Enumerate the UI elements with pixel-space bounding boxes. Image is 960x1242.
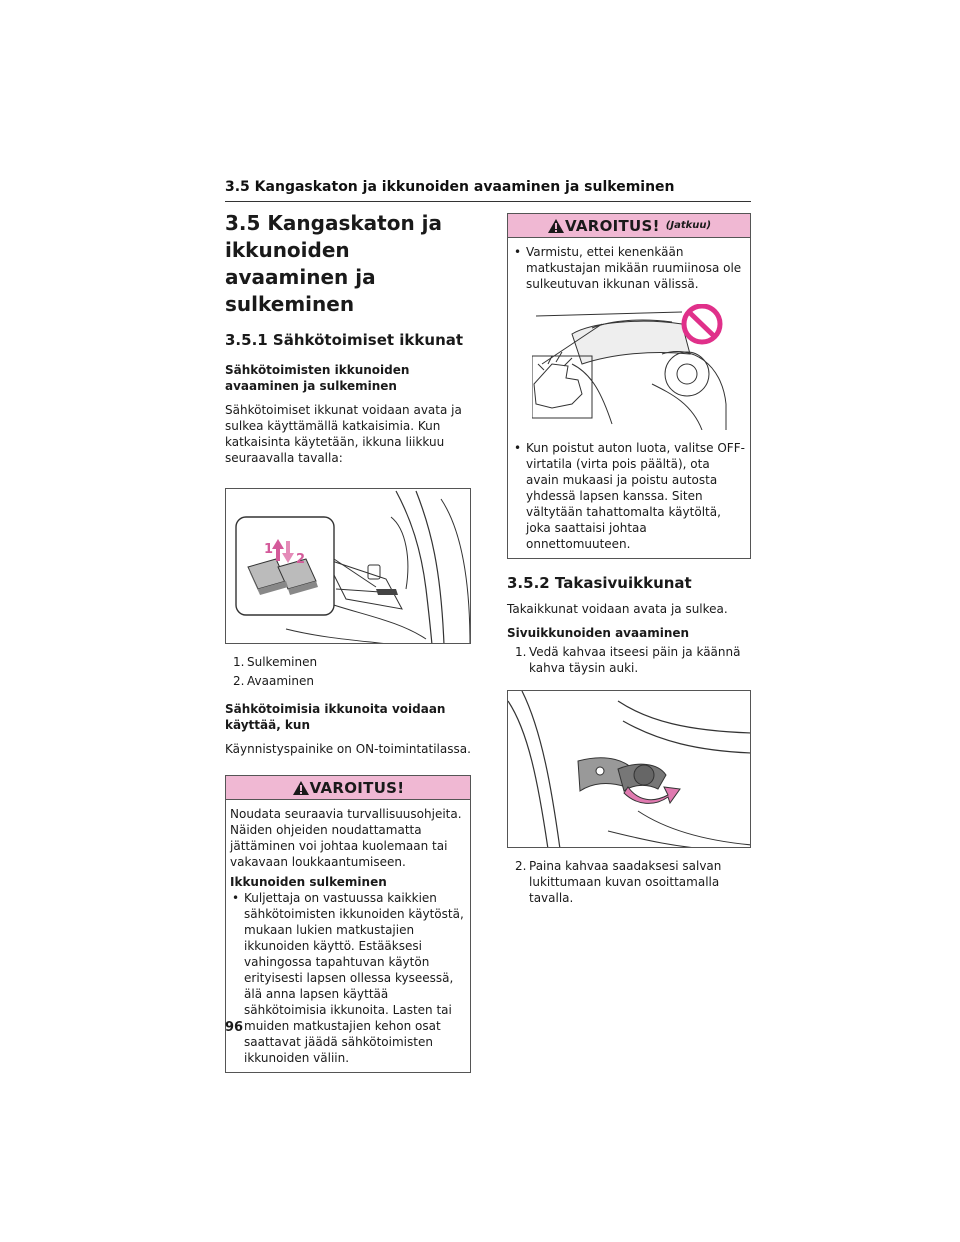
window-pinch-illustration	[532, 304, 728, 430]
side-window-steps	[507, 644, 751, 676]
warning-subheading: Ikkunoiden sulkeminen	[230, 875, 387, 889]
page-number: 96	[225, 1020, 244, 1035]
warning-title: VAROITUS!	[309, 778, 405, 797]
warning-body	[226, 800, 470, 1072]
list-item: 2. Paina kahvaa saadaksesi salvan lukittumaan kuvan osoittamalla tavalla.	[515, 859, 722, 905]
list-item: 1. Vedä kahvaa itseesi päin ja käännä kahva täysin auki.	[515, 645, 741, 675]
callout-2: 2	[296, 552, 306, 567]
warning-box	[225, 775, 471, 1073]
callout-1: 1	[264, 542, 274, 557]
warning-box-continued	[507, 213, 751, 559]
window-pinch-figure	[532, 304, 728, 430]
subheading-open-close: Sähkötoimisten ikkunoiden avaaminen ja sulkeminen	[225, 363, 410, 393]
warning-continued-label: (Jatkuu)	[665, 220, 712, 231]
warning-bullet: • Kun poistut auton luota, valitse OFF-virtatila (virta pois päältä), ota avain mukaasi ja poistu autosta yhdessä lapsen kanssa. Siten vältytään tahattomalta käytöltä, joka saattaisi johtaa onnettomuuteen.	[514, 441, 745, 551]
left-column	[225, 210, 471, 1073]
subheading-side-window-open: Sivuikkunoiden avaaminen	[507, 626, 690, 640]
ignition-paragraph: Käynnistyspainike on ON-toimintatilassa.	[225, 742, 471, 756]
subheading-usable-when: Sähkötoimisia ikkunoita voidaan käyttää, kun	[225, 702, 446, 732]
warning-bullet: • Kuljettaja on vastuussa kaikkien sähkötoimisten ikkunoiden käytöstä, mukaan lukien matkustajien ikkunoiden käyttö. Estääksesi vahingossa tapahtuvan käytön erityisesti lapsen ollessa kyseessä, älä anna lapsen käyttää sähkötoimisia ikkunoita. Lasten tai muiden matkustajien kehon osat saattavat jäädä sähkötoimisten ikkunoiden väliin.	[232, 891, 464, 1065]
list-item: 2. Avaaminen	[233, 674, 314, 688]
section-title-power-windows: 3.5.1 Sähkötoimiset ikkunat	[225, 331, 464, 349]
running-header	[225, 176, 751, 202]
list-item: 1. Sulkeminen	[233, 655, 318, 669]
warning-bullet: • Varmistu, ettei kenenkään matkustajan mikään ruumiinosa ole sulkeutuvan ikkunan välissä.	[514, 245, 742, 291]
window-switch-illustration	[226, 489, 471, 644]
running-header-text: 3.5 Kangaskaton ja ikkunoiden avaaminen ja sulkeminen	[225, 179, 675, 195]
window-switch-figure	[225, 488, 471, 644]
right-column	[507, 210, 751, 906]
warning-header	[226, 776, 470, 800]
rear-latch-illustration	[508, 691, 751, 848]
rear-windows-paragraph: Takaikkunat voidaan avata ja sulkea.	[507, 602, 728, 616]
side-window-steps-2	[507, 858, 751, 906]
rear-latch-figure	[507, 690, 751, 848]
warning-title: VAROITUS!	[564, 216, 660, 235]
section-title-rear-windows: 3.5.2 Takasivuikkunat	[507, 574, 692, 592]
warning-body-continued	[508, 238, 750, 558]
intro-paragraph: Sähkötoimiset ikkunat voidaan avata ja sulkea käyttämällä katkaisimia. Kun katkaisinta käytetään, ikkuna liikkuu seuraavalla tavalla:	[225, 403, 462, 465]
warning-triangle-icon	[292, 780, 310, 796]
warning-triangle-icon	[547, 218, 565, 234]
warning-intro: Noudata seuraavia turvallisuusohjeita. Näiden ohjeiden noudattamatta jättäminen voi johtaa kuolemaan tai vakavaan loukkaantumiseen.	[230, 807, 462, 869]
chapter-title: 3.5 Kangaskaton ja ikkunoiden avaaminen ja sulkeminen	[225, 211, 442, 316]
switch-action-list	[225, 654, 471, 689]
warning-header-continued	[508, 214, 750, 238]
